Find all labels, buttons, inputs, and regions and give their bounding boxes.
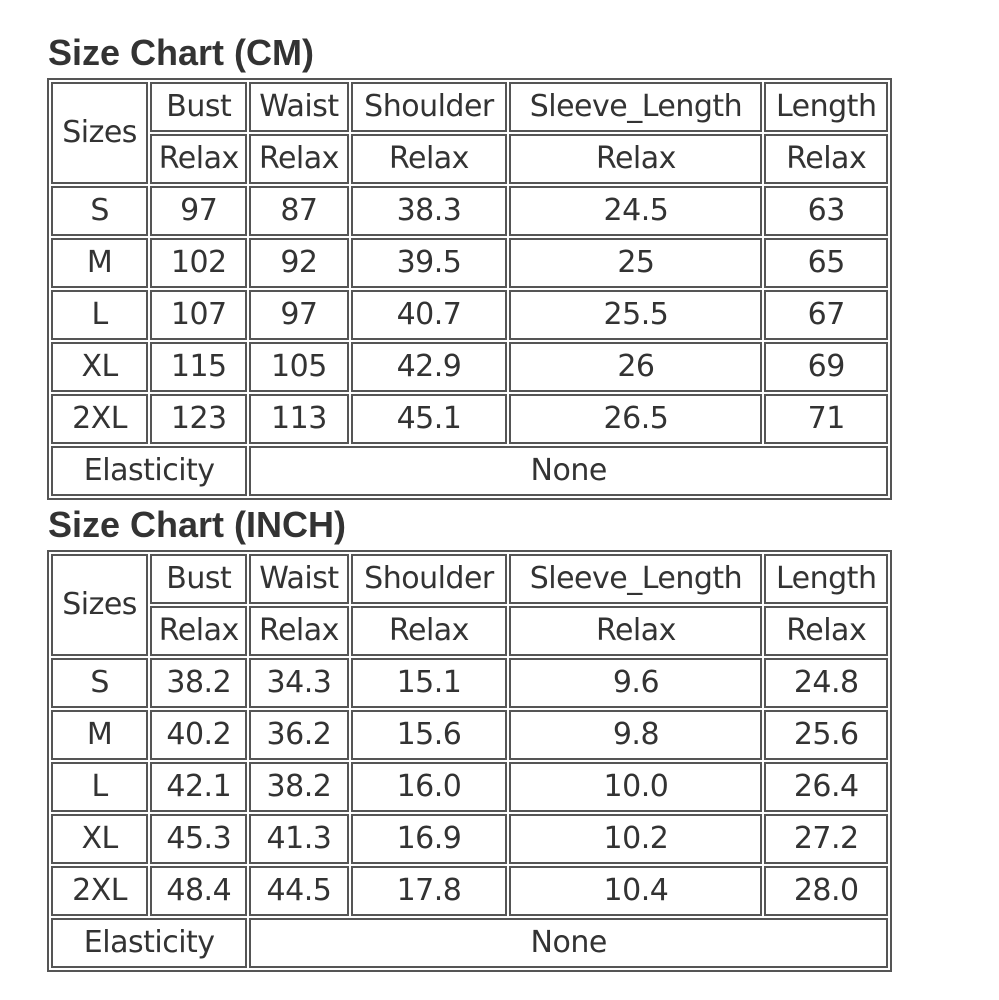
size-chart-inch xyxy=(47,500,892,972)
header-row xyxy=(51,554,888,604)
header-row xyxy=(51,82,888,132)
table-row xyxy=(51,238,888,288)
elasticity-label: Elasticity xyxy=(51,918,247,968)
elasticity-value: None xyxy=(249,446,888,496)
elasticity-row xyxy=(51,446,888,496)
sleeve-length-cell: 9.8 xyxy=(509,710,762,760)
sleeve-length-header: Sleeve_Length xyxy=(509,554,762,604)
length-cell: 69 xyxy=(764,342,888,392)
shoulder-subheader: Relax xyxy=(351,134,508,184)
sleeve-length-subheader: Relax xyxy=(509,606,762,656)
size-cell: M xyxy=(51,710,148,760)
bust-cell: 115 xyxy=(150,342,247,392)
length-subheader: Relax xyxy=(764,606,888,656)
length-subheader: Relax xyxy=(764,134,888,184)
waist-cell: 36.2 xyxy=(249,710,348,760)
sleeve-length-cell: 25.5 xyxy=(509,290,762,340)
shoulder-cell: 16.9 xyxy=(351,814,508,864)
size-cell: 2XL xyxy=(51,866,148,916)
table-row xyxy=(51,186,888,236)
sleeve-length-cell: 10.0 xyxy=(509,762,762,812)
waist-cell: 92 xyxy=(249,238,348,288)
sleeve-length-cell: 25 xyxy=(509,238,762,288)
bust-header: Bust xyxy=(150,554,247,604)
chart-title-inch: Size Chart (INCH) xyxy=(48,504,347,545)
length-header: Length xyxy=(764,82,888,132)
shoulder-cell: 42.9 xyxy=(351,342,508,392)
subheader-row xyxy=(51,606,888,656)
sleeve-length-subheader: Relax xyxy=(509,134,762,184)
length-cell: 71 xyxy=(764,394,888,444)
shoulder-cell: 45.1 xyxy=(351,394,508,444)
length-cell: 24.8 xyxy=(764,658,888,708)
table-row xyxy=(51,658,888,708)
length-cell: 25.6 xyxy=(764,710,888,760)
size-cell: XL xyxy=(51,342,148,392)
bust-cell: 102 xyxy=(150,238,247,288)
waist-cell: 97 xyxy=(249,290,348,340)
elasticity-row xyxy=(51,918,888,968)
table-row xyxy=(51,342,888,392)
table-row xyxy=(51,866,888,916)
sleeve-length-cell: 26 xyxy=(509,342,762,392)
bust-cell: 123 xyxy=(150,394,247,444)
shoulder-cell: 16.0 xyxy=(351,762,508,812)
waist-header: Waist xyxy=(249,82,348,132)
length-cell: 67 xyxy=(764,290,888,340)
size-cell: XL xyxy=(51,814,148,864)
waist-cell: 44.5 xyxy=(249,866,348,916)
sleeve-length-cell: 10.4 xyxy=(509,866,762,916)
bust-subheader: Relax xyxy=(150,606,247,656)
chart-title-cm: Size Chart (CM) xyxy=(48,32,315,73)
sleeve-length-cell: 10.2 xyxy=(509,814,762,864)
elasticity-value: None xyxy=(249,918,888,968)
waist-header: Waist xyxy=(249,554,348,604)
waist-subheader: Relax xyxy=(249,606,348,656)
waist-cell: 34.3 xyxy=(249,658,348,708)
bust-subheader: Relax xyxy=(150,134,247,184)
waist-subheader: Relax xyxy=(249,134,348,184)
sizes-header: Sizes xyxy=(51,82,148,184)
size-chart-cm xyxy=(47,28,892,500)
bust-cell: 38.2 xyxy=(150,658,247,708)
waist-cell: 105 xyxy=(249,342,348,392)
length-cell: 26.4 xyxy=(764,762,888,812)
waist-cell: 113 xyxy=(249,394,348,444)
size-cell: 2XL xyxy=(51,394,148,444)
sleeve-length-header: Sleeve_Length xyxy=(509,82,762,132)
bust-cell: 97 xyxy=(150,186,247,236)
table-row xyxy=(51,814,888,864)
subheader-row xyxy=(51,134,888,184)
bust-cell: 42.1 xyxy=(150,762,247,812)
table-row xyxy=(51,394,888,444)
length-cell: 63 xyxy=(764,186,888,236)
size-table-cm xyxy=(47,78,892,500)
shoulder-cell: 40.7 xyxy=(351,290,508,340)
table-row xyxy=(51,290,888,340)
bust-cell: 48.4 xyxy=(150,866,247,916)
bust-cell: 40.2 xyxy=(150,710,247,760)
length-cell: 28.0 xyxy=(764,866,888,916)
size-cell: S xyxy=(51,186,148,236)
size-cell: L xyxy=(51,762,148,812)
table-row xyxy=(51,710,888,760)
waist-cell: 41.3 xyxy=(249,814,348,864)
shoulder-cell: 17.8 xyxy=(351,866,508,916)
bust-cell: 107 xyxy=(150,290,247,340)
waist-cell: 87 xyxy=(249,186,348,236)
size-table-inch xyxy=(47,550,892,972)
elasticity-label: Elasticity xyxy=(51,446,247,496)
length-cell: 65 xyxy=(764,238,888,288)
size-cell: M xyxy=(51,238,148,288)
length-cell: 27.2 xyxy=(764,814,888,864)
bust-header: Bust xyxy=(150,82,247,132)
shoulder-cell: 38.3 xyxy=(351,186,508,236)
shoulder-header: Shoulder xyxy=(351,554,508,604)
table-row xyxy=(51,762,888,812)
sizes-header: Sizes xyxy=(51,554,148,656)
sleeve-length-cell: 9.6 xyxy=(509,658,762,708)
size-cell: S xyxy=(51,658,148,708)
shoulder-cell: 15.1 xyxy=(351,658,508,708)
waist-cell: 38.2 xyxy=(249,762,348,812)
length-header: Length xyxy=(764,554,888,604)
shoulder-cell: 39.5 xyxy=(351,238,508,288)
shoulder-header: Shoulder xyxy=(351,82,508,132)
size-cell: L xyxy=(51,290,148,340)
shoulder-subheader: Relax xyxy=(351,606,508,656)
bust-cell: 45.3 xyxy=(150,814,247,864)
sleeve-length-cell: 24.5 xyxy=(509,186,762,236)
sleeve-length-cell: 26.5 xyxy=(509,394,762,444)
shoulder-cell: 15.6 xyxy=(351,710,508,760)
